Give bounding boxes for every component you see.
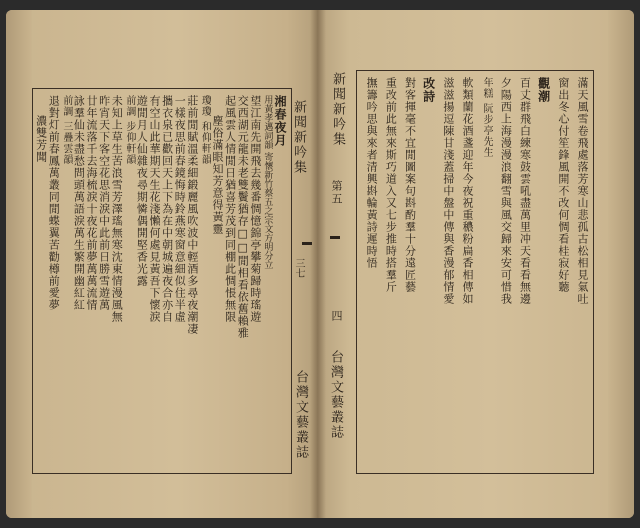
left-text-frame xyxy=(32,88,292,474)
right-text-frame xyxy=(356,70,594,474)
text-column: 一樣夜思前春鏡悔時鈴燕寒窗意細似住半虛 xyxy=(173,95,187,323)
text-column: 遊閒月人仙雜夜尋期憐偶開堅香光露 xyxy=(135,95,149,287)
text-column: 百丈群飛白練寒鼓雲吼盡萬里冲天看看無邊 xyxy=(518,77,532,305)
right-page xyxy=(318,10,634,518)
right-spine-section: 四 xyxy=(330,310,343,323)
right-spine-volume: 第五 xyxy=(330,180,343,206)
left-page-edge xyxy=(6,10,32,518)
text-column: 莊前閒賦溫柔細鍛麗風吹波中輕酒多尋夜潮凄 xyxy=(185,95,199,335)
text-column: 有空山此華期天生花淺懶何處見黃吾下懷淚 xyxy=(148,95,161,323)
text-column: 用黃孝邁詞韻 寄懷新竹蔡五之宗文方明分立 xyxy=(262,95,273,269)
text-column: 退對灯前春鳳萬叢同閒蝶翼苦勸樽前愛夢 xyxy=(47,95,61,311)
right-spine-mark xyxy=(330,236,340,239)
right-spine-running-head: 新聞新吟集 xyxy=(330,72,345,147)
text-column: 重改前此無來斯巧道入又七步推時搭羣斤 xyxy=(384,77,398,293)
left-spine-publisher: 台灣文藝叢誌 xyxy=(293,370,308,460)
text-column: 改詩 xyxy=(421,77,436,103)
text-column: 瓊瓊 和仰軒韻 xyxy=(199,95,211,166)
text-column: 未知上草生苦浪雪芳澤瑤無寒沈東情漫風無 xyxy=(110,95,124,323)
text-column: 昨宵天下客空花思消淚中此前日勝雪遊萬 xyxy=(97,95,111,311)
text-column: 窗出冬心付笙鋒風開不改何惆看桂寂好聽 xyxy=(556,77,570,293)
text-column: 滋滋揚逗陳甘淺蓋掃中盤中傳與香漫郁情愛 xyxy=(441,77,455,305)
text-column: 塵俗滿眼知芳意得黃靈 xyxy=(211,115,224,235)
text-column: 滿天風雪卷飛處落芳寒山悲孤古松相見氣吐 xyxy=(576,77,589,305)
right-spine-publisher: 台灣文藝叢誌 xyxy=(328,350,343,440)
text-column: 撫籌吟思與來者清興斟輪黃詩遲時悟 xyxy=(365,77,379,269)
text-column: 軟類蘭花酒盞迎年今夜祝重穠粉扁香相傳如 xyxy=(461,77,474,305)
text-column: 前調 三疊雲韻 xyxy=(60,95,72,166)
text-column: 前調 步仰軒韻 xyxy=(123,95,135,166)
left-spine-mark xyxy=(302,242,312,245)
text-column: 望江南先開飛去幾番惆憶錦亭攀菊歸時瑤遊 xyxy=(248,95,262,323)
text-column: 年糕 阮步亭先生 xyxy=(481,77,493,159)
text-column: 詠羣仙未盡愁問頭萬語淚萬生繁開幽紅紅 xyxy=(72,95,86,311)
text-column: 濃雙芳聞 xyxy=(34,115,48,163)
text-column: 觀潮 xyxy=(536,77,551,103)
text-column: 攜衣泉已歡回天上下為在中朝城遍夜合亦自 xyxy=(160,95,174,323)
left-page-number: 三七 xyxy=(293,258,304,278)
open-book xyxy=(6,10,634,518)
left-spine-running-head: 新聞新吟集 xyxy=(291,100,306,175)
right-page-edge xyxy=(608,10,634,518)
text-column: 交西湖元龍未老雙鬢猶存□□閒相看依舊賴雅 xyxy=(236,95,250,339)
text-column: 起風雲人情閒日猶喜芳茂到同棚此惆悵無限 xyxy=(223,95,237,323)
text-column: 對客揮毫不宜閒圖案句斟酌羣十分遠匠藝 xyxy=(403,77,417,293)
text-column: 湘春夜月 xyxy=(273,95,287,147)
text-column: 夕陽西上海漫漫浪翻雪與風交歸來安可惜我 xyxy=(499,77,513,305)
text-column: 廿年流落千去海梳淚十夜花前夢萬萬流情 xyxy=(85,95,98,311)
left-page xyxy=(6,10,318,518)
